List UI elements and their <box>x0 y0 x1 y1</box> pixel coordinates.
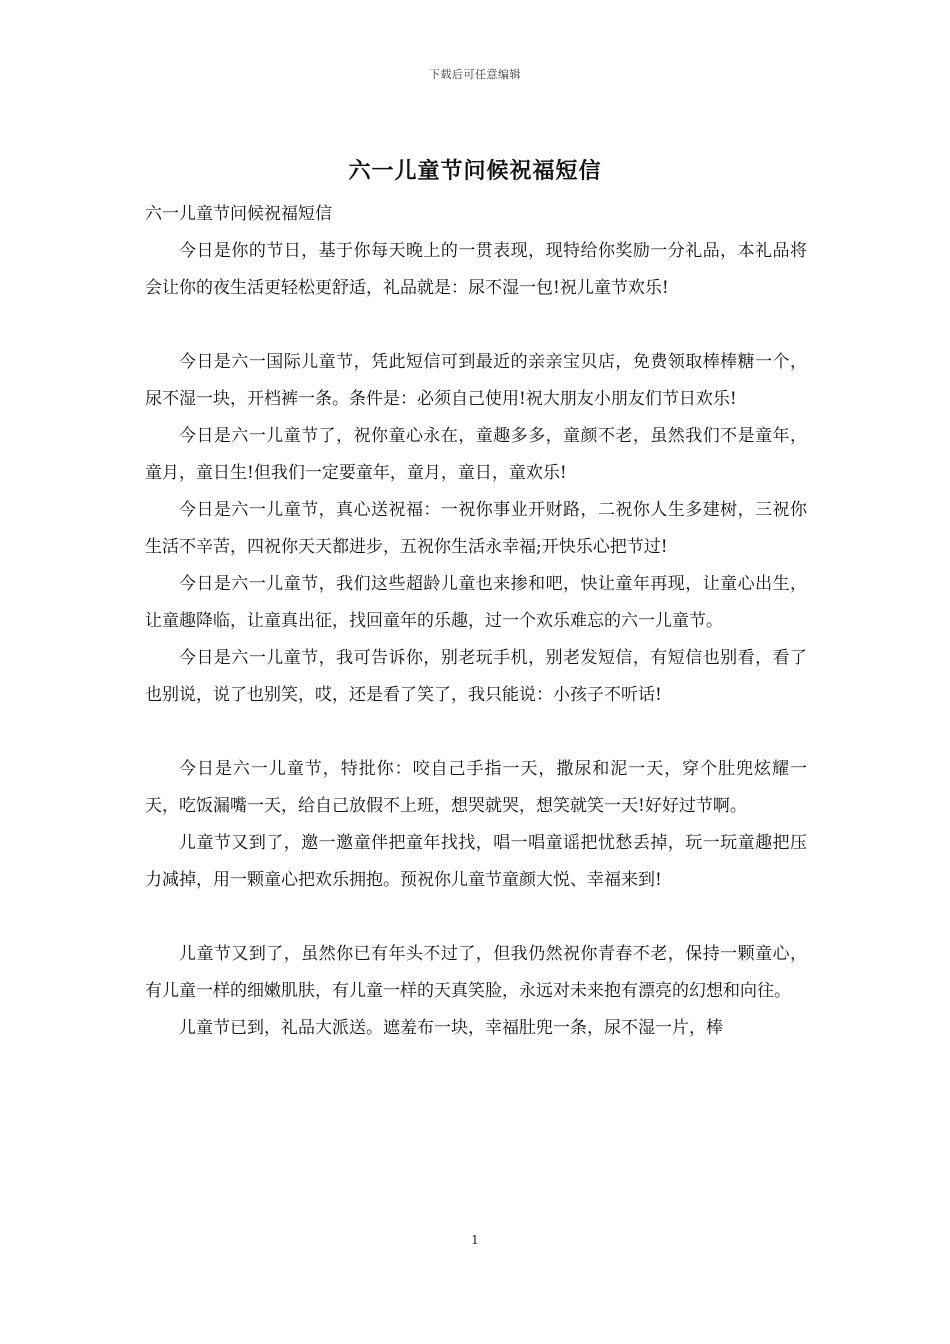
paragraph: 今日是六一儿童节，我可告诉你，别老玩手机，别老发短信，有短信也别看，看了也别说，说了也别笑，哎，还是看了笑了，我只能说：小孩子不听话! <box>145 648 807 705</box>
paragraph: 今日是六一儿童节了，祝你童心永在，童趣多多，童颜不老，虽然我们不是童年，童月，童日生!但我们一定要童年，童月，童日，童欢乐! <box>145 426 807 483</box>
document-title: 六一儿童节问候祝福短信 <box>348 158 602 184</box>
paragraph: 儿童节又到了，邀一邀童伴把童年找找，唱一唱童谣把忧愁丢掉，玩一玩童趣把压力减掉，用一颗童心把欢乐拥抱。预祝你儿童节童颜大悦、幸福来到! <box>145 833 807 890</box>
paragraph: 今日是六一儿童节，我们这些超龄儿童也来掺和吧，快让童年再现，让童心出生，让童趣降临，让童真出征，找回童年的乐趣，过一个欢乐难忘的六一儿童节。 <box>145 574 807 631</box>
document-body <box>145 196 807 1047</box>
paragraph: 儿童节已到，礼品大派送。遮羞布一块，幸福肚兜一条，尿不湿一片，棒 <box>179 1018 723 1038</box>
page-number: 1 <box>471 1233 479 1247</box>
paragraph: 儿童节又到了，虽然你已有年头不过了，但我仍然祝你青春不老，保持一颗童心，有儿童一样的细嫩肌肤，有儿童一样的天真笑脸，永远对未来抱有漂亮的幻想和向往。 <box>145 944 807 1001</box>
paragraph: 今日是六一儿童节，真心送祝福：一祝你事业开财路，二祝你人生多建树，三祝你生活不辛苦，四祝你天天都进步，五祝你生活永幸福;开快乐心把节过! <box>145 500 807 557</box>
paragraph: 今日是六一国际儿童节，凭此短信可到最近的亲亲宝贝店，免费领取棒棒糖一个，尿不湿一块，开档裤一条。条件是：必须自己使用!祝大朋友小朋友们节日欢乐! <box>145 352 807 409</box>
document-subtitle: 六一儿童节问候祝福短信 <box>145 204 332 224</box>
paragraph: 今日是你的节日，基于你每天晚上的一贯表现，现特给你奖励一分礼品，本礼品将会让你的夜生活更轻松更舒适，礼品就是：尿不湿一包!祝儿童节欢乐! <box>145 241 807 298</box>
page-header-note: 下载后可任意编辑 <box>429 68 521 81</box>
paragraph: 今日是六一儿童节，特批你：咬自己手指一天，撒尿和泥一天，穿个肚兜炫耀一天，吃饭漏嘴一天，给自己放假不上班，想哭就哭，想笑就笑一天!好好过节啊。 <box>145 759 807 816</box>
